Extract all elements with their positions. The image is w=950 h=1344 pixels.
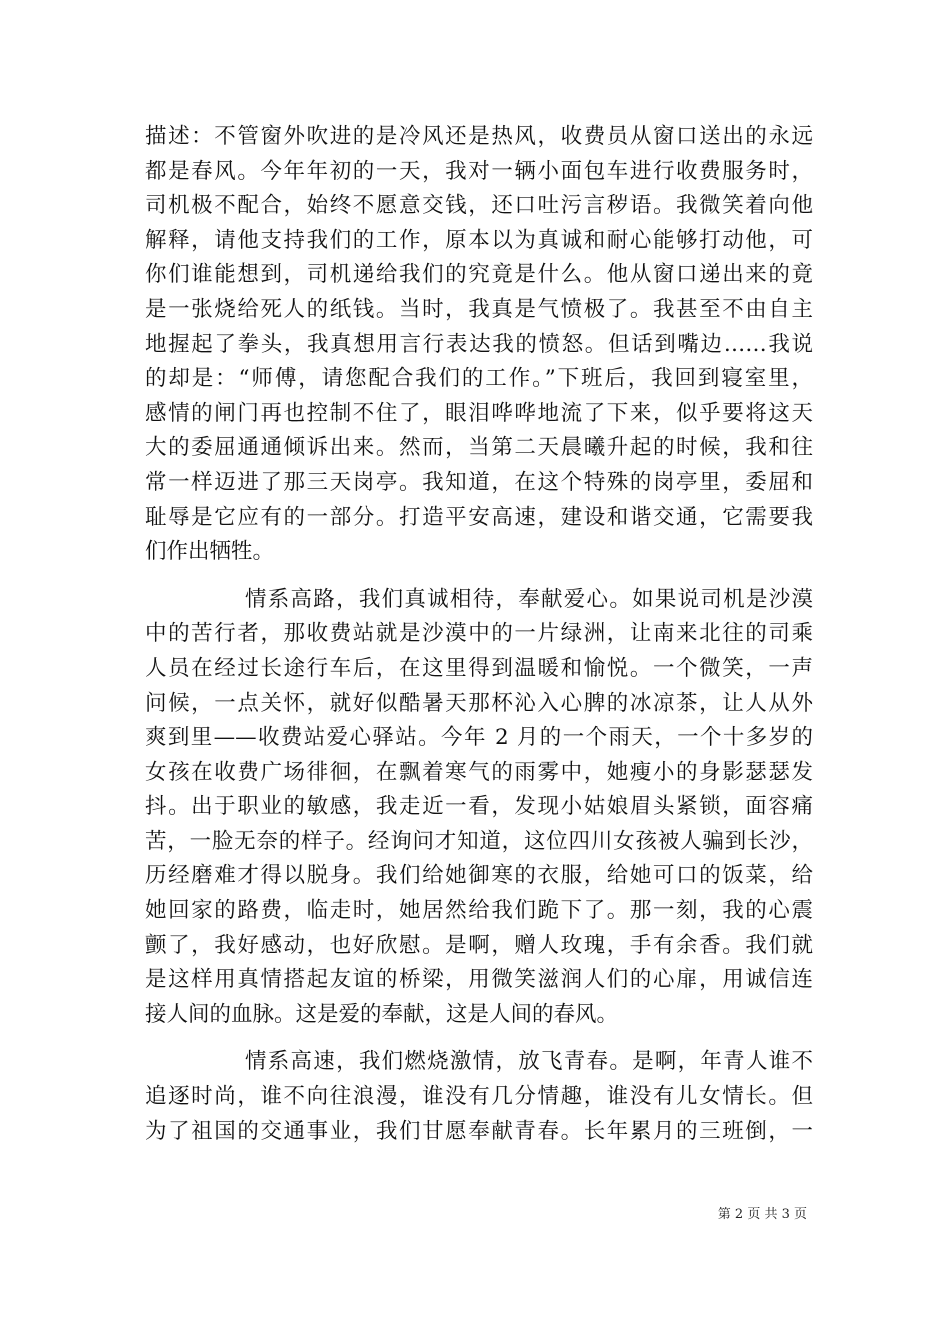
paragraph-gap [145, 1032, 813, 1045]
text-line: 解释，请他支持我们的工作，原本以为真诚和耐心能够打动他，可 [145, 227, 813, 253]
text-line: 情系高路，我们真诚相待，奉献爱心。如果说司机是沙漠 [245, 586, 813, 612]
text-line: 地握起了拳头，我真想用言行表达我的愤怒。但话到嘴边……我说 [145, 331, 813, 357]
text-line: 描述：不管窗外吹进的是冷风还是热风，收费员从窗口送出的永远 [145, 124, 813, 149]
text-line: 她回家的路费，临走时，她居然给我们跪下了。那一刻，我的心震 [145, 898, 813, 924]
text-line: 追逐时尚，谁不向往浪漫，谁没有几分情趣，谁没有儿女情长。但 [145, 1084, 813, 1110]
paragraph-1 [145, 120, 813, 570]
text-line: 颤了，我好感动，也好欣慰。是啊，赠人玫瑰，手有余香。我们就 [145, 932, 813, 958]
text-line: 历经磨难才得以脱身。我们给她御寒的衣服，给她可口的饭菜，给 [145, 863, 813, 889]
text-line: 人员在经过长途行车后，在这里得到温暖和愉悦。一个微笑，一声 [145, 655, 813, 681]
text-line: 是一张烧给死人的纸钱。当时，我真是气愤极了。我甚至不由自主 [145, 296, 813, 322]
text-line: 们作出牺牲。 [145, 539, 275, 565]
text-line: 的却是：“师傅，请您配合我们的工作。”下班后，我回到寝室里， [145, 366, 813, 392]
paragraph-3 [145, 1045, 813, 1149]
text-line: 接人间的血脉。这是爱的奉献，这是人间的春风。 [145, 1001, 619, 1027]
body-text [145, 120, 813, 1149]
text-line: 你们谁能想到，司机递给我们的究竟是什么。他从窗口递出来的竟 [145, 262, 813, 288]
paragraph-2 [145, 583, 813, 1033]
text-line: 问候，一点关怀，就好似酷暑天那杯沁入心脾的冰凉茶，让人从外 [145, 690, 813, 716]
page-number-footer: 第 2 页 共 3 页 [717, 1207, 807, 1222]
text-line: 耻辱是它应有的一部分。打造平安高速，建设和谐交通，它需要我 [145, 504, 813, 530]
text-line: 都是春风。今年年初的一天，我对一辆小面包车进行收费服务时， [145, 158, 813, 184]
text-line: 常一样迈进了那三天岗亭。我知道，在这个特殊的岗亭里，委屈和 [145, 469, 813, 495]
text-line: 大的委屈通通倾诉出来。然而，当第二天晨曦升起的时候，我和往 [145, 435, 813, 461]
text-line: 感情的闸门再也控制不住了，眼泪哗哗地流了下来，似乎要将这天 [145, 400, 813, 426]
text-line: 爽到里——收费站爱心驿站。今年 2 月的一个雨天，一个十多岁的 [145, 725, 813, 751]
text-line: 苦，一脸无奈的样子。经询问才知道，这位四川女孩被人骗到长沙， [145, 828, 813, 854]
text-line: 司机极不配合，始终不愿意交钱，还口吐污言秽语。我微笑着向他 [145, 193, 813, 219]
text-line: 中的苦行者，那收费站就是沙漠中的一片绿洲，让南来北往的司乘 [145, 621, 813, 647]
paragraph-gap [145, 570, 813, 583]
text-line: 是这样用真情搭起友谊的桥梁，用微笑滋润人们的心扉，用诚信连 [145, 967, 813, 993]
text-line: 抖。出于职业的敏感，我走近一看，发现小姑娘眉头紧锁，面容痛 [145, 794, 813, 820]
text-line: 女孩在收费广场徘徊，在飘着寒气的雨雾中，她瘦小的身影瑟瑟发 [145, 759, 813, 785]
text-line: 情系高速，我们燃烧激情，放飞青春。是啊，年青人谁不 [245, 1049, 813, 1075]
text-line: 为了祖国的交通事业，我们甘愿奉献青春。长年累月的三班倒，一 [145, 1118, 813, 1144]
